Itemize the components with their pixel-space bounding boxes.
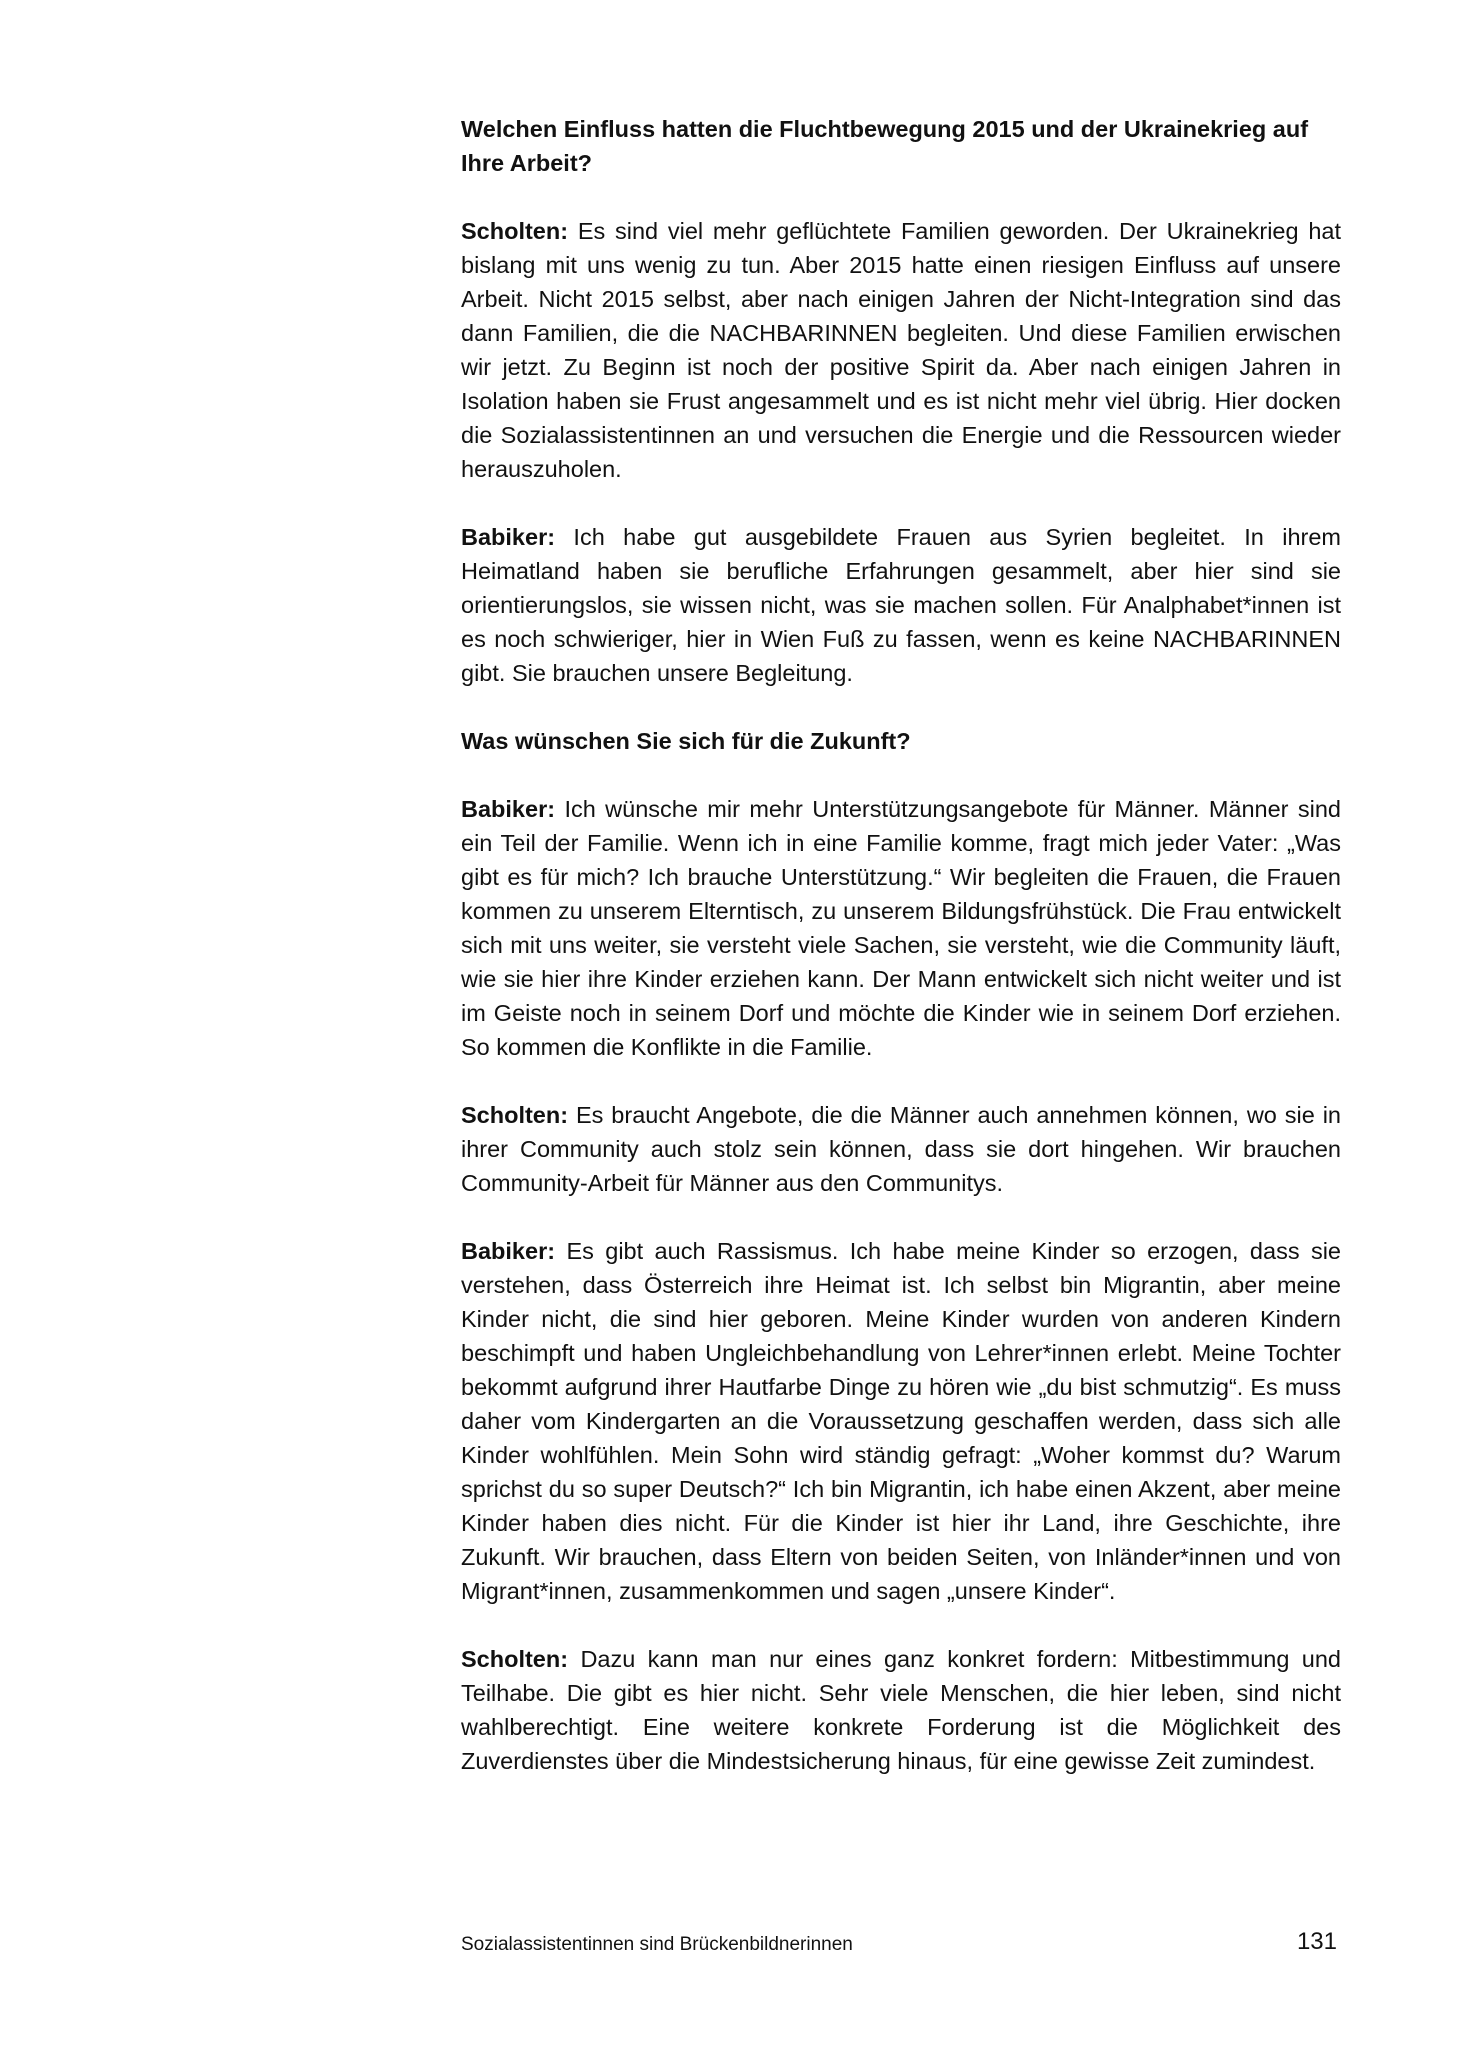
speaker-name: Babiker: (461, 796, 556, 822)
answer-text: Es sind viel mehr geflüchtete Familien geworden. Der Ukrainekrieg hat bislang mit uns wenig zu tun. Aber 2015 hatte einen riesigen Einfluss auf unsere Arbeit. Nicht 2015 selbst, aber nach einigen Jahren der Nicht-Integration sind das dann Familien, die die NACHBARINNEN begleiten. Und diese Familien erwischen wir jetzt. Zu Beginn ist noch der positive Spirit da. Aber nach einigen Jahren in Isolation haben sie Frust angesammelt und es ist nicht mehr viel übrig. Hier docken die Sozialassistentinnen an und versuchen die Energie und die Ressourcen wieder herauszuholen. (461, 218, 1341, 482)
answer-text: Dazu kann man nur eines ganz konkret fordern: Mitbestimmung und Teilhabe. Die gibt es hier nicht. Sehr viele Menschen, die hier leben, sind nicht wahlberechtigt. Eine weitere konkrete Forderung ist die Möglichkeit des Zuverdienstes über die Mindestsicherung hinaus, für eine gewisse Zeit zumindest. (461, 1646, 1342, 1774)
speaker-name: Scholten: (461, 218, 569, 244)
answer-text: Es gibt auch Rassismus. Ich habe meine Kinder so erzogen, dass sie verstehen, dass Österreich ihre Heimat ist. Ich selbst bin Migrantin, aber meine Kinder nicht, die sind hier geboren. Meine Kinder wurden von anderen Kindern beschimpft und haben Ungleichbehandlung von Lehrer*innen erlebt. Meine Tochter bekommt aufgrund ihrer Hautfarbe Dinge zu hören wie „du bist schmutzig“. Es muss daher vom Kindergarten an die Voraussetzung geschaffen werden, dass sich alle Kinder wohlfühlen. Mein Sohn wird ständig gefragt: „Woher kommst du? Warum sprichst du so super Deutsch?“ Ich bin Migrantin, ich habe einen Akzent, aber meine Kinder haben dies nicht. Für die Kinder ist hier ihr Land, ihre Geschichte, ihre Zukunft. Wir brauchen, dass Eltern von beiden Seiten, von Inländer*innen und von Migrant*innen, zusammenkommen und sagen „unsere Kinder“. (461, 1238, 1342, 1604)
interview-body (461, 112, 1341, 1812)
interview-answer (461, 1642, 1341, 1778)
interview-answer (461, 1098, 1341, 1200)
speaker-name: Babiker: (461, 1238, 556, 1264)
interview-question: Was wünschen Sie sich für die Zukunft? (461, 728, 911, 754)
page-footer (461, 1924, 1337, 1956)
running-footer-title: Sozialassistentinnen sind Brückenbildnerinnen (461, 1934, 853, 1955)
interview-answer (461, 214, 1341, 486)
interview-question: Welchen Einfluss hatten die Fluchtbewegung 2015 und der Ukrainekrieg auf Ihre Arbeit? (461, 116, 1309, 176)
answer-text: Es braucht Angebote, die die Männer auch annehmen können, wo sie in ihrer Community auch stolz sein können, dass sie dort hingehen. Wir brauchen Community-Arbeit für Männer aus den Communitys. (461, 1102, 1341, 1196)
speaker-name: Scholten: (461, 1102, 569, 1128)
speaker-name: Babiker: (461, 524, 556, 550)
interview-answer (461, 792, 1341, 1064)
interview-answer (461, 520, 1341, 690)
interview-answer (461, 1234, 1341, 1608)
speaker-name: Scholten: (461, 1646, 569, 1672)
page-number: 131 (1296, 1928, 1337, 1955)
answer-text: Ich wünsche mir mehr Unterstützungsangebote für Männer. Männer sind ein Teil der Familie. Wenn ich in eine Familie komme, fragt mich jeder Vater: „Was gibt es für mich? Ich brauche Unterstützung.“ Wir begleiten die Frauen, die Frauen kommen zu unserem Elterntisch, zu unserem Bildungsfrühstück. Die Frau entwickelt sich mit uns weiter, sie versteht viele Sachen, sie versteht, wie die Community läuft, wie sie hier ihre Kinder erziehen kann. Der Mann entwickelt sich nicht weiter und ist im Geiste noch in seinem Dorf und möchte die Kinder wie in seinem Dorf erziehen. So kommen die Konflikte in die Familie. (461, 796, 1341, 1060)
answer-text: Ich habe gut ausgebildete Frauen aus Syrien begleitet. In ihrem Heimatland haben sie berufliche Erfahrungen gesammelt, aber hier sind sie orientierungslos, sie wissen nicht, was sie machen sollen. Für Analphabet*innen ist es noch schwieriger, hier in Wien Fuß zu fassen, wenn es keine NACHBARINNEN gibt. Sie brauchen unsere Begleitung. (461, 524, 1342, 686)
